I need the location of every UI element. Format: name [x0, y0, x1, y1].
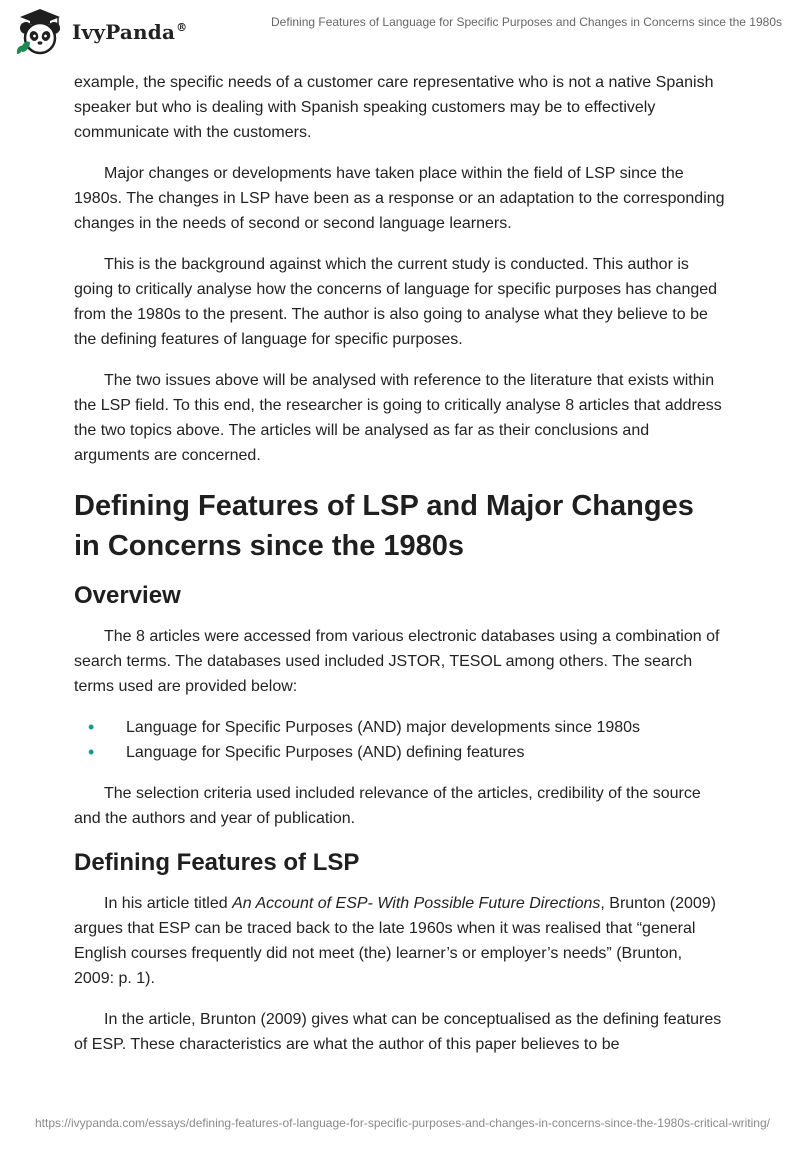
paragraph-text: , Brunton (2009) argues that ESP can be traced back to the late 1960s when it was realised that “general English courses frequently did not meet (the) learner’s or employer’s needs” (Brunton, 2009: p. 1). — [74, 895, 716, 987]
source-url-link[interactable]: https://ivypanda.com/essays/defining-features-of-language-for-specific-purposes-and-changes-in-concerns-since-the-1980s-critical-writing/ — [34, 1116, 770, 1130]
list-item — [74, 740, 726, 765]
ivypanda-logo[interactable] — [14, 6, 187, 58]
article-title: An Account of ESP- With Possible Future Directions — [232, 895, 601, 912]
subsection-heading-overview: Overview — [74, 582, 181, 609]
paragraph-text: In his article titled — [104, 895, 233, 912]
logo-wordmark: IvyPanda® — [72, 20, 188, 44]
list-item — [74, 715, 726, 740]
bullet-icon: • — [88, 717, 95, 737]
list-item-text: Language for Specific Purposes (AND) defining features — [126, 744, 525, 761]
document-title: Defining Features of Language for Specific Purposes and Changes in Concerns since the 1980s — [271, 15, 782, 29]
search-terms-list — [74, 715, 726, 765]
list-item-text: Language for Specific Purposes (AND) major developments since 1980s — [126, 719, 641, 736]
bullet-icon: • — [88, 742, 95, 762]
subsection-heading-defining-features: Defining Features of LSP — [74, 849, 360, 876]
panda-graduate-icon — [14, 6, 66, 58]
paragraph: Major changes or developments have taken place within the field of LSP since the 1980s. The changes in LSP have been as a response or an adaptation to the corresponding changes in the needs of second or second language learners. — [74, 165, 725, 232]
paragraph — [74, 891, 726, 991]
essay-content — [74, 70, 726, 1073]
paragraph: example, the specific needs of a customer care representative who is not a native Spanish speaker but who is dealing with Spanish speaking customers may be to effectively communicate with the customers. — [74, 74, 714, 141]
paragraph: In the article, Brunton (2009) gives what can be conceptualised as the defining features of ESP. These characteristics are what the author of this paper believes to be — [74, 1011, 722, 1053]
paragraph: The two issues above will be analysed with reference to the literature that exists within the LSP field. To this end, the researcher is going to critically analyse 8 articles that address the two topics above. The articles will be analysed as far as their conclusions and arguments are concerned. — [74, 372, 722, 464]
section-heading: Defining Features of LSP and Major Changes in Concerns since the 1980s — [74, 490, 694, 562]
paragraph: The selection criteria used included relevance of the articles, credibility of the source and the authors and year of publication. — [74, 785, 701, 827]
page-header — [0, 0, 800, 60]
paragraph: The 8 articles were accessed from various electronic databases using a combination of search terms. The databases used included JSTOR, TESOL among others. The search terms used are provided below: — [74, 628, 720, 695]
paragraph: This is the background against which the current study is conducted. This author is going to critically analyse how the concerns of language for specific purposes has changed from the 1980s to the present. The author is also going to analyse what they believe to be the defining features of language for specific purposes. — [74, 256, 718, 348]
